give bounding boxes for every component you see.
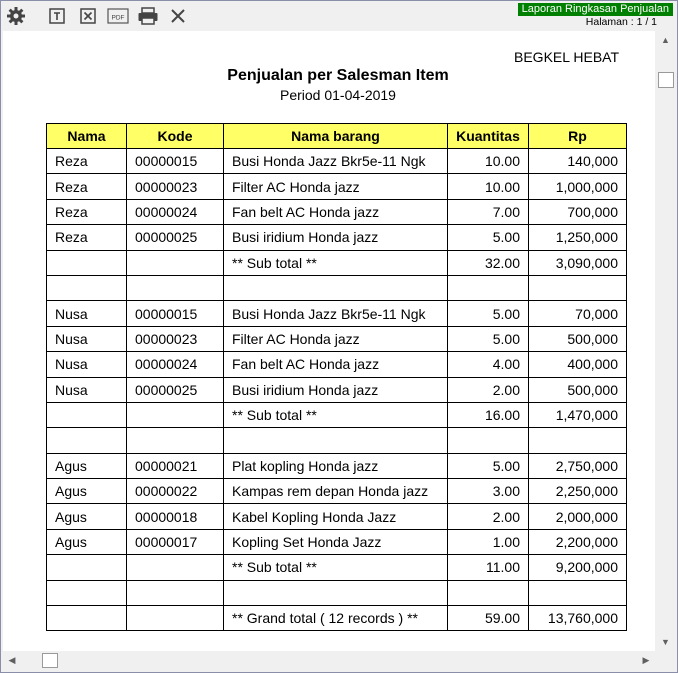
cell-kode — [127, 402, 224, 427]
cell-kode: 00000017 — [127, 529, 224, 554]
vertical-scroll-thumb[interactable] — [658, 72, 674, 88]
pdf-export-icon[interactable] — [106, 5, 130, 27]
cell-nama: Agus — [47, 453, 127, 478]
cell-kuantitas: 7.00 — [448, 199, 529, 224]
cell-rp — [529, 275, 627, 300]
cell-rp: 140,000 — [529, 149, 627, 174]
close-icon[interactable] — [166, 5, 190, 27]
cell-kuantitas: 16.00 — [448, 402, 529, 427]
cell-kode: 00000023 — [127, 326, 224, 351]
cell-kuantitas: 5.00 — [448, 326, 529, 351]
cell-nama — [47, 606, 127, 631]
table-row — [47, 377, 627, 402]
table-row — [47, 250, 627, 275]
cell-nama-barang: Kampas rem depan Honda jazz — [224, 479, 448, 504]
cell-kode: 00000022 — [127, 479, 224, 504]
sales-table — [46, 123, 627, 631]
cell-nama-barang: ** Sub total ** — [224, 402, 448, 427]
cell-kuantitas: 59.00 — [448, 606, 529, 631]
table-row — [47, 352, 627, 377]
cell-kode — [127, 250, 224, 275]
table-row — [47, 326, 627, 351]
cell-nama-barang: Plat kopling Honda jazz — [224, 453, 448, 478]
cell-kode: 00000018 — [127, 504, 224, 529]
scroll-corner — [656, 651, 675, 670]
cell-rp: 1,470,000 — [529, 402, 627, 427]
cell-nama — [47, 275, 127, 300]
cell-rp: 2,200,000 — [529, 529, 627, 554]
cell-nama-barang: Filter AC Honda jazz — [224, 174, 448, 199]
cell-nama: Reza — [47, 174, 127, 199]
vertical-scrollbar[interactable] — [656, 31, 675, 651]
cell-kode — [127, 555, 224, 580]
scroll-left-icon[interactable]: ◀ — [8, 655, 16, 665]
report-name-badge: Laporan Ringkasan Penjualan — [518, 3, 673, 16]
cell-nama — [47, 555, 127, 580]
cell-kode — [127, 275, 224, 300]
cell-kuantitas — [448, 580, 529, 605]
column-header-nama: Nama — [47, 124, 127, 149]
cell-nama-barang: Busi Honda Jazz Bkr5e-11 Ngk — [224, 149, 448, 174]
cell-nama: Reza — [47, 149, 127, 174]
report-period: Period 01-04-2019 — [280, 87, 396, 103]
table-row — [47, 479, 627, 504]
cell-rp: 2,750,000 — [529, 453, 627, 478]
printer-icon[interactable] — [136, 5, 160, 27]
report-title: Penjualan per Salesman Item — [227, 67, 449, 84]
table-row — [47, 149, 627, 174]
cell-kuantitas — [448, 275, 529, 300]
company-name: BEGKEL HEBAT — [514, 49, 620, 65]
cell-nama-barang: ** Sub total ** — [224, 250, 448, 275]
cell-nama-barang: ** Grand total ( 12 records ) ** — [224, 606, 448, 631]
cell-kuantitas: 2.00 — [448, 377, 529, 402]
cell-kuantitas: 2.00 — [448, 504, 529, 529]
report-page — [3, 31, 655, 651]
cell-rp: 13,760,000 — [529, 606, 627, 631]
cell-nama-barang — [224, 428, 448, 453]
cell-nama-barang: ** Sub total ** — [224, 555, 448, 580]
cell-kuantitas: 10.00 — [448, 174, 529, 199]
cell-rp: 400,000 — [529, 352, 627, 377]
cell-rp: 700,000 — [529, 199, 627, 224]
cell-nama-barang: Fan belt AC Honda jazz — [224, 352, 448, 377]
cell-nama-barang: Kabel Kopling Honda Jazz — [224, 504, 448, 529]
text-export-icon[interactable] — [45, 5, 69, 27]
table-row — [47, 301, 627, 326]
column-header-kode: Kode — [127, 124, 224, 149]
cell-nama — [47, 580, 127, 605]
column-header-rp: Rp — [529, 124, 627, 149]
cell-kode: 00000025 — [127, 377, 224, 402]
cell-nama: Reza — [47, 199, 127, 224]
svg-text:PDF: PDF — [111, 14, 125, 22]
cell-nama-barang: Kopling Set Honda Jazz — [224, 529, 448, 554]
table-row — [47, 504, 627, 529]
cell-kuantitas: 1.00 — [448, 529, 529, 554]
cell-nama: Reza — [47, 225, 127, 250]
table-row — [47, 428, 627, 453]
cell-kode — [127, 580, 224, 605]
table-row — [47, 199, 627, 224]
table-row — [47, 453, 627, 478]
page-indicator: Halaman : 1 / 1 — [585, 16, 657, 28]
cell-nama: Nusa — [47, 326, 127, 351]
cell-kuantitas: 4.00 — [448, 352, 529, 377]
cell-kuantitas: 10.00 — [448, 149, 529, 174]
cell-kode: 00000024 — [127, 352, 224, 377]
cell-rp: 1,250,000 — [529, 225, 627, 250]
cell-nama — [47, 428, 127, 453]
cell-nama: Nusa — [47, 377, 127, 402]
table-row — [47, 606, 627, 631]
scroll-up-icon[interactable]: ▲ — [661, 35, 670, 45]
cell-kode: 00000024 — [127, 199, 224, 224]
cell-nama-barang: Busi iridium Honda jazz — [224, 225, 448, 250]
cell-nama-barang — [224, 275, 448, 300]
cell-nama-barang: Busi iridium Honda jazz — [224, 377, 448, 402]
cell-rp: 9,200,000 — [529, 555, 627, 580]
cell-rp — [529, 428, 627, 453]
cell-kuantitas: 3.00 — [448, 479, 529, 504]
cell-nama — [47, 402, 127, 427]
cell-kuantitas: 5.00 — [448, 225, 529, 250]
cell-kuantitas: 5.00 — [448, 453, 529, 478]
excel-export-icon[interactable] — [76, 5, 100, 27]
table-row — [47, 275, 627, 300]
cell-rp — [529, 580, 627, 605]
cell-kuantitas: 11.00 — [448, 555, 529, 580]
cell-kode: 00000021 — [127, 453, 224, 478]
column-header-nama-barang: Nama barang — [224, 124, 448, 149]
cell-kode: 00000015 — [127, 301, 224, 326]
table-row — [47, 225, 627, 250]
cell-nama: Nusa — [47, 352, 127, 377]
cell-nama-barang: Filter AC Honda jazz — [224, 326, 448, 351]
cell-rp: 500,000 — [529, 377, 627, 402]
cell-kode — [127, 606, 224, 631]
scroll-right-icon[interactable]: ▶ — [642, 655, 650, 665]
cell-rp: 3,090,000 — [529, 250, 627, 275]
cell-rp: 70,000 — [529, 301, 627, 326]
column-header-kuantitas: Kuantitas — [448, 124, 529, 149]
cell-nama: Agus — [47, 504, 127, 529]
scroll-down-icon[interactable]: ▼ — [661, 637, 670, 647]
table-row — [47, 580, 627, 605]
table-row — [47, 555, 627, 580]
cell-rp: 2,250,000 — [529, 479, 627, 504]
table-row — [47, 174, 627, 199]
cell-nama — [47, 250, 127, 275]
cell-kode: 00000015 — [127, 149, 224, 174]
horizontal-scroll-thumb[interactable] — [42, 653, 58, 668]
cell-rp: 1,000,000 — [529, 174, 627, 199]
cell-kuantitas: 5.00 — [448, 301, 529, 326]
horizontal-scrollbar[interactable] — [3, 651, 655, 670]
cell-nama-barang: Busi Honda Jazz Bkr5e-11 Ngk — [224, 301, 448, 326]
cell-kode: 00000023 — [127, 174, 224, 199]
cell-rp: 500,000 — [529, 326, 627, 351]
table-row — [47, 529, 627, 554]
settings-icon[interactable] — [4, 5, 28, 27]
cell-nama: Nusa — [47, 301, 127, 326]
cell-kode: 00000025 — [127, 225, 224, 250]
cell-nama-barang: Fan belt AC Honda jazz — [224, 199, 448, 224]
table-header-row — [47, 124, 627, 149]
cell-nama-barang — [224, 580, 448, 605]
cell-nama: Agus — [47, 529, 127, 554]
cell-nama: Agus — [47, 479, 127, 504]
cell-kuantitas: 32.00 — [448, 250, 529, 275]
toolbar — [1, 1, 677, 31]
table-row — [47, 402, 627, 427]
cell-kuantitas — [448, 428, 529, 453]
cell-kode — [127, 428, 224, 453]
cell-rp: 2,000,000 — [529, 504, 627, 529]
